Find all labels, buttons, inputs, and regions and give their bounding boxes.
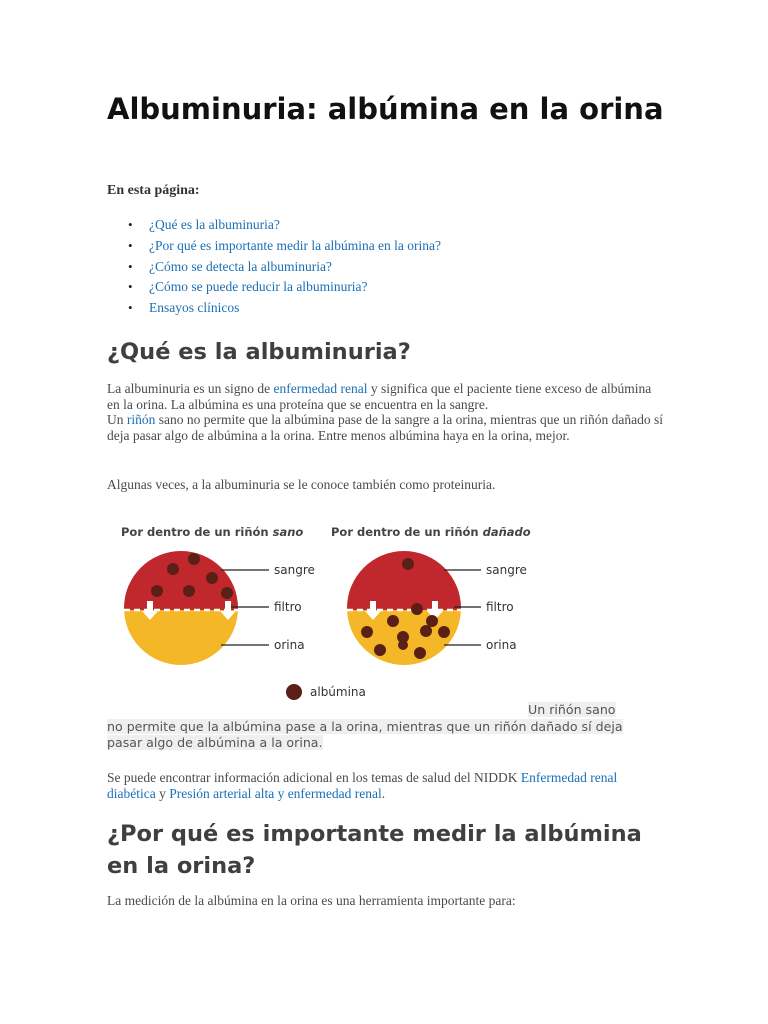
label-filtro-damaged: filtro <box>486 600 514 614</box>
paragraph-definition: La albuminuria es un signo de enfermedad renal y significa que el paciente tiene exceso de albúmina en la orina. La albúmina es una proteína que se encuentra en la sangre. Un riñón sano no permite que la albúmina pase de la sangre a la orina, mientras que un riñón dañado sí deja pasar algo de albúmina a la orina. Entre menos albúmina haya en la orina, mejor. <box>107 381 663 443</box>
figure-title-damaged: Por dentro de un riñón dañado <box>331 525 531 539</box>
toc-item <box>149 277 441 298</box>
toc-label: En esta página: <box>107 183 200 198</box>
legend-albumin-label: albúmina <box>310 685 366 699</box>
label-sangre-damaged: sangre <box>486 563 527 577</box>
kidney-figure <box>113 517 533 707</box>
link-enfermedad-renal[interactable]: enfermedad renal <box>273 381 368 396</box>
toc-link-como-reducir[interactable]: ¿Cómo se puede reducir la albuminuria? <box>149 279 368 295</box>
paragraph-proteinuria: Algunas veces, a la albuminuria se le conoce también como proteinuria. <box>107 477 496 492</box>
paragraph-additional-info: Se puede encontrar información adicional en los temas de salud del NIDDK Enfermedad renal diabética y Presión arterial alta y enfermedad renal. <box>107 770 618 801</box>
paragraph-medicion: La medición de la albúmina en la orina es una herramienta importante para: <box>107 893 516 908</box>
link-enfermedad-renal-diabetica[interactable]: Enfermedad renal diabética <box>107 770 618 801</box>
label-filtro-healthy: filtro <box>274 600 302 614</box>
toc-link-como-detecta[interactable]: ¿Cómo se detecta la albuminuria? <box>149 258 332 274</box>
toc-item <box>149 298 441 319</box>
label-orina-healthy: orina <box>274 638 305 652</box>
link-rinon[interactable]: riñón <box>126 412 156 428</box>
page-title: Albuminuria: albúmina en la orina <box>107 92 664 126</box>
legend-albumin-dot <box>286 684 302 700</box>
toc-list <box>149 215 441 319</box>
toc-link-que-es[interactable]: ¿Qué es la albuminuria? <box>149 217 280 232</box>
kidney-diagram <box>113 517 533 707</box>
section-heading-que-es: ¿Qué es la albuminuria? <box>107 339 411 365</box>
toc-link-por-que[interactable]: ¿Por qué es importante medir la albúmina en la orina? <box>149 237 442 253</box>
figure-caption: Un riñón sano no permite que la albúmina pase a la orina, mientras que un riñón dañado sí deja pasar algo de albúmina a la orina. <box>107 702 623 751</box>
section-heading-por-que: ¿Por qué es importante medir la albúmina en la orina? <box>107 821 642 879</box>
toc-item <box>149 257 441 278</box>
figure-title-healthy: Por dentro de un riñón sano <box>121 525 304 539</box>
toc-link-ensayos[interactable]: Ensayos clínicos <box>149 300 240 316</box>
toc-item <box>149 236 441 257</box>
label-orina-damaged: orina <box>486 638 517 652</box>
label-sangre-healthy: sangre <box>274 563 315 577</box>
toc-item <box>149 215 441 236</box>
link-presion-arterial[interactable]: Presión arterial alta y enfermedad renal <box>169 785 382 801</box>
healthy-kidney-circle <box>113 547 253 670</box>
